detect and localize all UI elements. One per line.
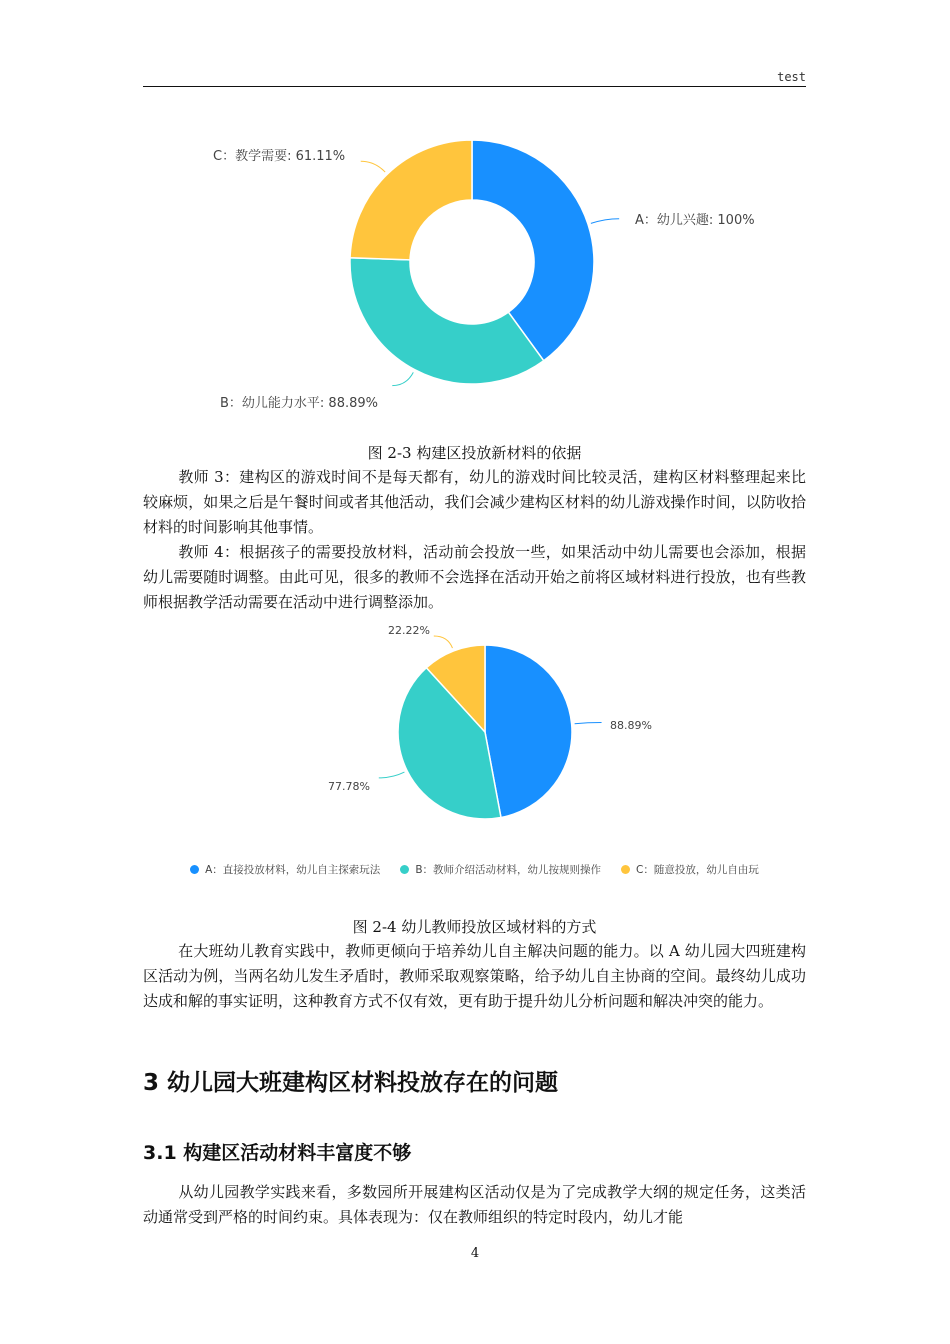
- donut-chart-material-basis: [143, 120, 806, 430]
- figure-caption-2-4: 图 2-4 幼儿教师投放区域材料的方式: [352, 918, 597, 936]
- section-heading-3-1: 3.1 构建区活动材料丰富度不够: [143, 1142, 412, 1164]
- chart2-leader-2: [434, 636, 453, 648]
- chart2-leader-1: [379, 772, 405, 778]
- legend-label-a: A：直接投放材料，幼儿自主探索玩法: [205, 864, 381, 876]
- paragraph-practice: 在大班幼儿教育实践中，教师更倾向于培养幼儿自主解决问题的能力。以 A 幼儿园大四班建构区活动为例，当两名幼儿发生矛盾时，教师采取观察策略，给予幼儿自主协商的空间。最终幼儿成功达成和解的事实证明，这种教育方式不仅有效，更有助于提升幼儿分析问题和解决冲突的能力。: [143, 942, 806, 1010]
- legend-label-c: C：随意投放，幼儿自由玩: [636, 864, 759, 876]
- chart1-slice-1: [350, 258, 544, 384]
- chart2-legend: [143, 862, 806, 877]
- pie-chart-placement-method: [143, 618, 806, 858]
- chart1-label-b: B：幼儿能力水平: 88.89%: [220, 396, 378, 411]
- chart2-leader-0: [575, 722, 602, 723]
- chart1-label-c: C：教学需要: 61.11%: [213, 149, 346, 164]
- chart2-slice-0: [485, 645, 572, 818]
- chart1-label-a: A：幼儿兴趣: 100%: [635, 213, 755, 228]
- legend-item-a: [190, 862, 380, 877]
- chart1-slice-2: [350, 140, 472, 260]
- legend-label-b: B：教师介绍活动材料，幼儿按规则操作: [415, 864, 602, 876]
- section-heading-3: 3 幼儿园大班建构区材料投放存在的问题: [143, 1070, 559, 1096]
- paragraph-teacher-4: 教师 4：根据孩子的需要投放材料，活动前会投放一些，如果活动中幼儿需要也会添加，根据幼儿需要随时调整。由此可见，很多的教师不会选择在活动开始之前将区域材料进行投放，也有些教师根据教学活动需要在活动中进行调整添加。: [143, 543, 806, 611]
- figure-caption-2-3: 图 2-3 构建区投放新材料的依据: [367, 444, 582, 462]
- legend-dot-c: [621, 865, 630, 874]
- paragraph-teacher-3: 教师 3：建构区的游戏时间不是每天都有，幼儿的游戏时间比较灵活，建构区材料整理起来比较麻烦，如果之后是午餐时间或者其他活动，我们会减少建构区材料的幼儿游戏操作时间，以防收拾材料的时间影响其他事情。: [143, 468, 806, 536]
- legend-dot-a: [190, 865, 199, 874]
- page-number: 4: [470, 1246, 480, 1261]
- header-rule: [143, 86, 806, 87]
- legend-item-b: [400, 862, 601, 877]
- chart1-leader-1: [392, 372, 413, 385]
- chart2-label-b: 77.78%: [328, 780, 370, 793]
- chart2-label-a: 88.89%: [610, 719, 652, 732]
- header-text: test: [777, 70, 806, 84]
- legend-dot-b: [400, 865, 409, 874]
- chart1-leader-0: [591, 219, 619, 224]
- chart1-leader-2: [361, 161, 385, 172]
- legend-item-c: [621, 862, 759, 877]
- paragraph-section-3-1: 从幼儿园教学实践来看，多数园所开展建构区活动仅是为了完成教学大纲的规定任务，这类活动通常受到严格的时间约束。具体表现为：仅在教师组织的特定时段内，幼儿才能: [143, 1183, 806, 1226]
- chart2-label-c: 22.22%: [388, 624, 430, 637]
